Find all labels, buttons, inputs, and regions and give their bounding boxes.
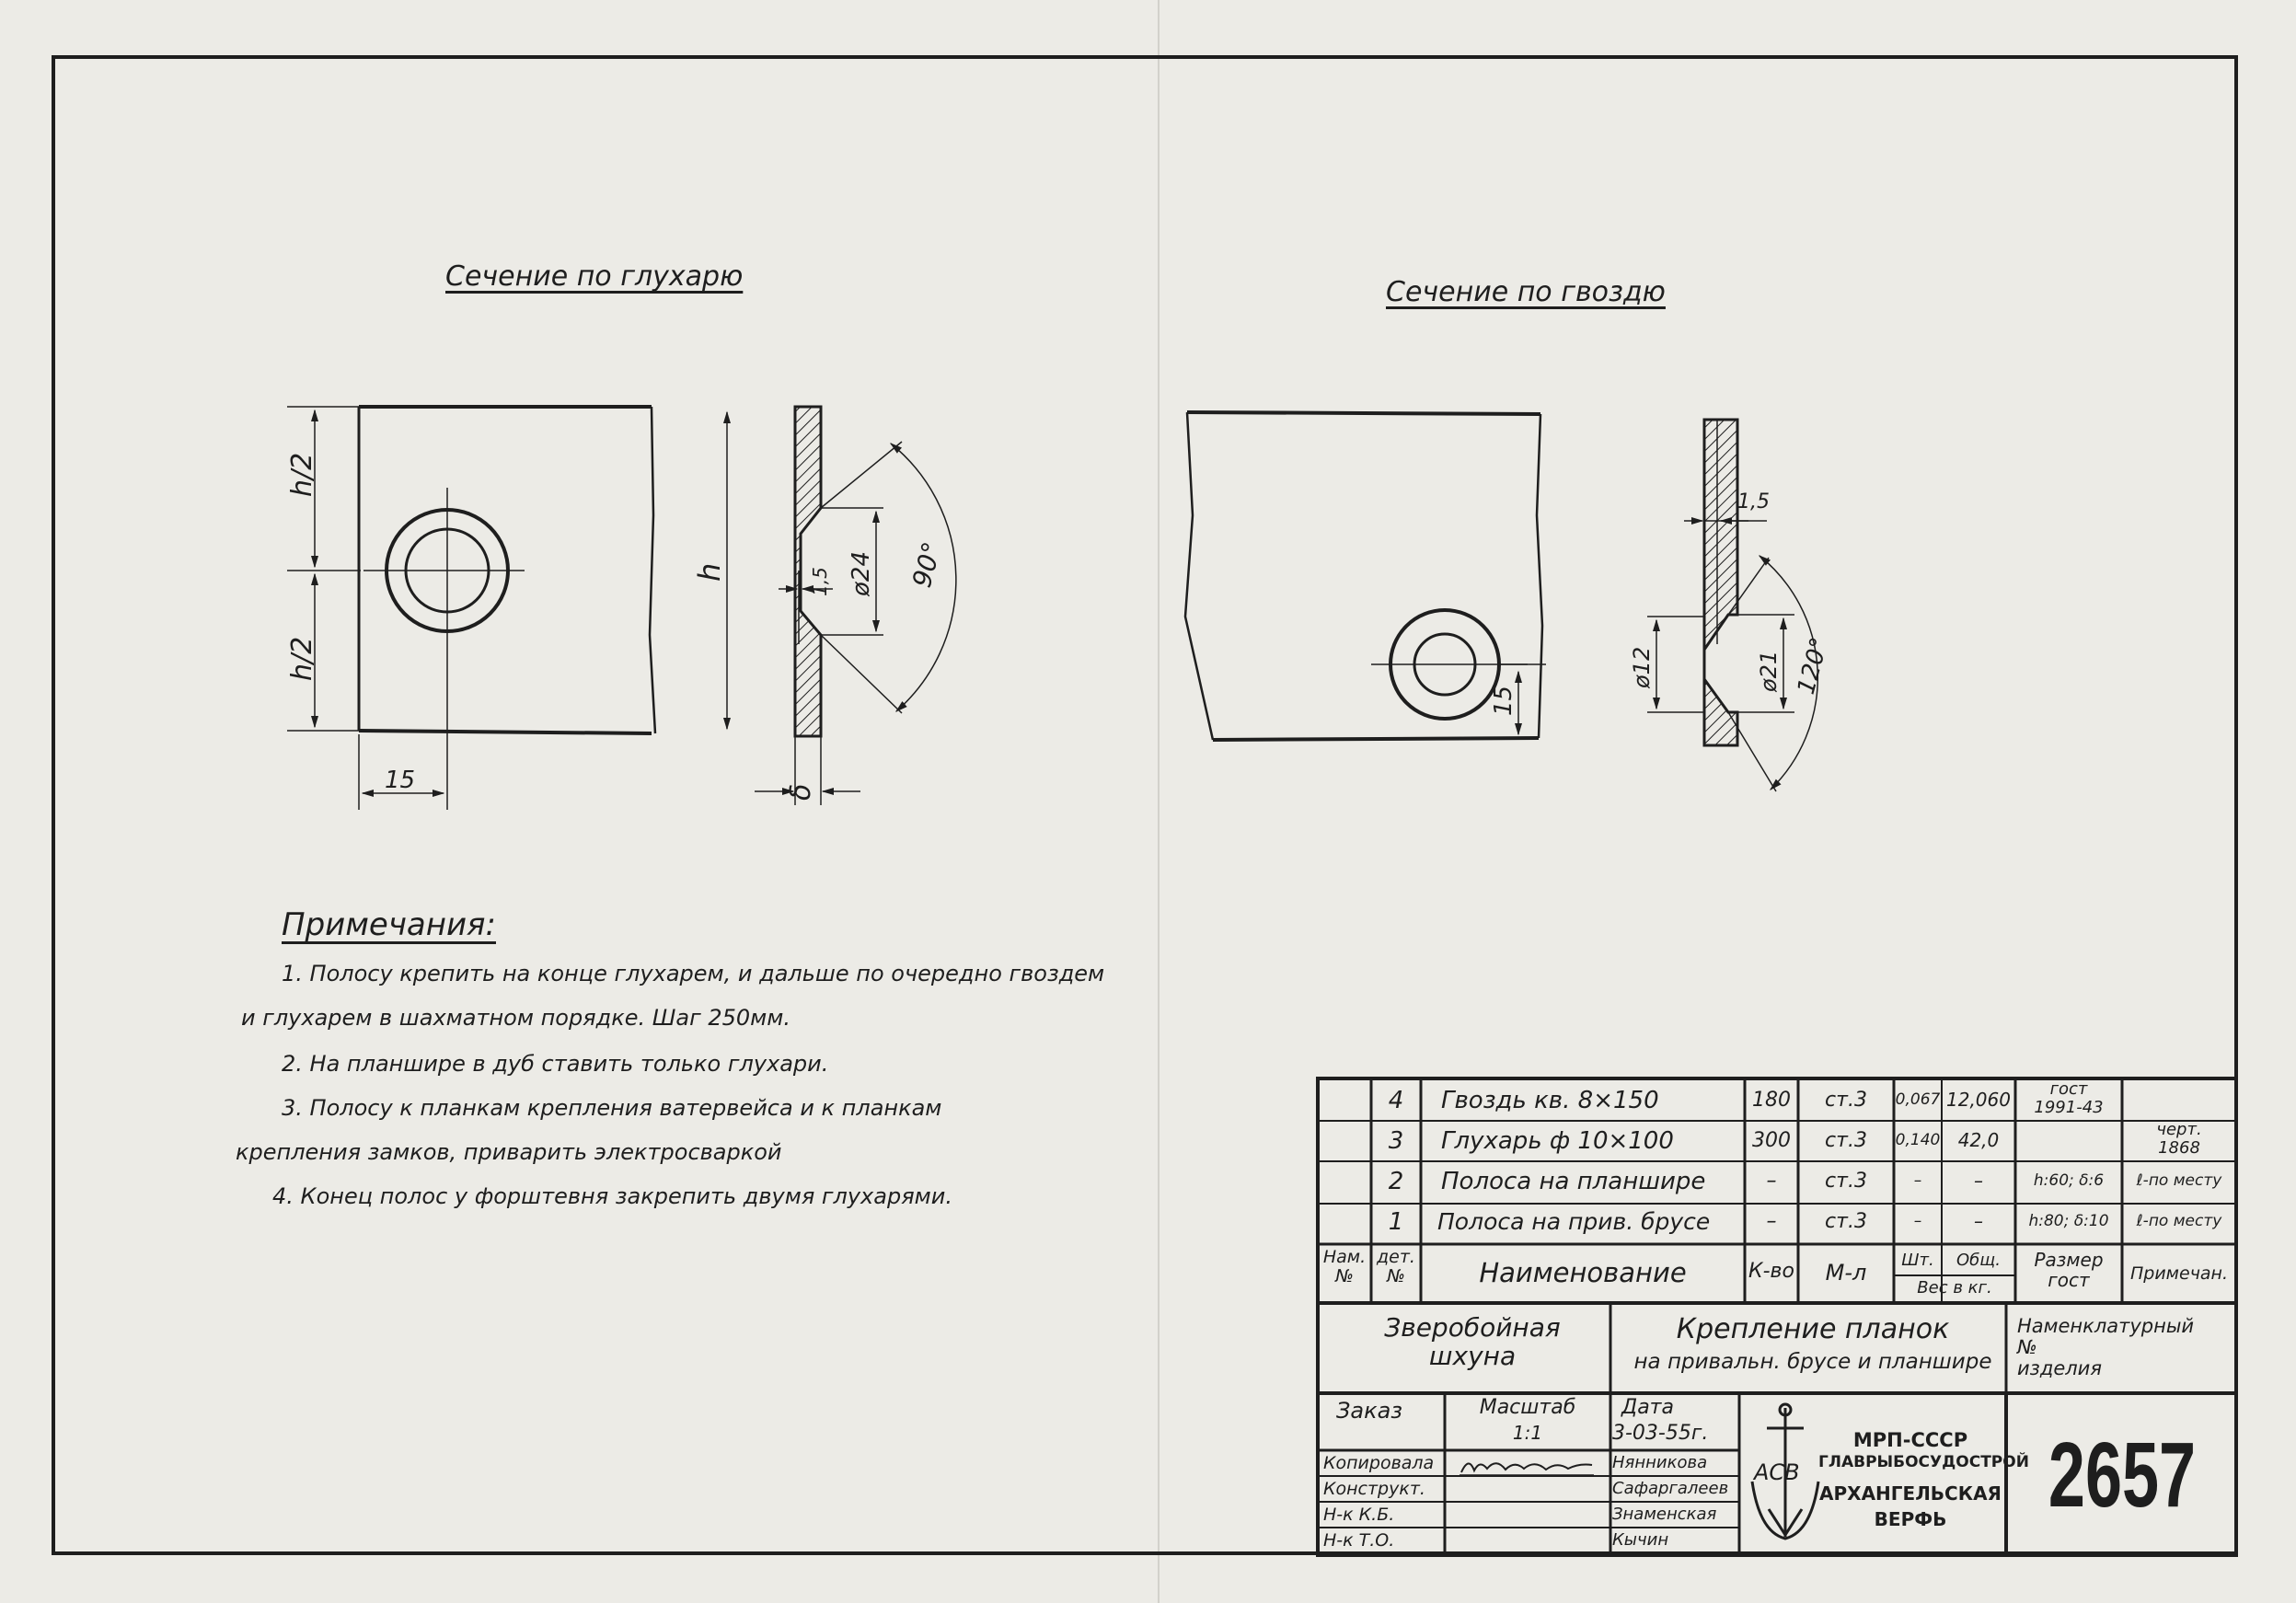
dim-1-5-left: 1,5 (809, 567, 831, 596)
signature (1456, 1452, 1603, 1480)
hdr-weight-total: Общ. (1956, 1251, 2001, 1270)
dim-h: h (692, 562, 727, 582)
row-material: ст.3 (1825, 1170, 1867, 1193)
name-designer: Сафаргалеев (1612, 1479, 1729, 1498)
name-head-kb: Знаменская (1612, 1505, 1717, 1524)
row-pos: 4 (1388, 1087, 1404, 1114)
hdr-qty: К-во (1748, 1260, 1794, 1283)
row-weight-total: – (1974, 1170, 1983, 1192)
row-size: h:60; δ:6 (2033, 1171, 2105, 1190)
dim-h-half-bottom: h/2 (286, 636, 318, 681)
row-note: ℓ-по месту (2136, 1171, 2222, 1190)
section-title-lag-screw: Сечение по глухарю (445, 260, 744, 293)
dim-1-5-right: 1,5 (1737, 490, 1770, 513)
role-head-to: Н-к Т.О. (1323, 1530, 1395, 1551)
vessel-name: Зверобойная шхуна (1384, 1312, 1561, 1371)
hdr-weight: Вес в кг. (1917, 1278, 1992, 1297)
hdr-size: Размер гост (2034, 1249, 2104, 1291)
dim-15-right: 15 (1490, 685, 1517, 716)
row-weight-unit: – (1913, 1171, 1922, 1190)
dim-90deg: 90° (906, 538, 948, 591)
row-size: гост 1991-43 (2034, 1079, 2104, 1117)
row-name: Глухарь ф 10×100 (1441, 1127, 1674, 1155)
note-line: 3. Полосу к планкам крепления ватервейса и к планкам (282, 1095, 942, 1121)
nail-section (1185, 412, 1817, 791)
role-head-kb: Н-к К.Б. (1323, 1505, 1395, 1525)
section-title-nail: Сечение по гвоздю (1386, 276, 1666, 308)
note-line: крепления замков, приварить электросваркой (236, 1139, 782, 1165)
note-line: 4. Конец полос у форштевня закрепить двумя глухарями. (272, 1183, 952, 1209)
row-pos: 1 (1388, 1208, 1404, 1236)
drawing-number: 2657 (2048, 1424, 2197, 1527)
hdr-det-no: дет. № (1377, 1247, 1415, 1286)
hdr-weight-unit: Шт. (1901, 1251, 1934, 1270)
row-name: Полоса на планшире (1441, 1168, 1706, 1195)
order-label: Заказ (1336, 1398, 1403, 1424)
drawing-subtitle: на привальн. брусе и планшире (1633, 1350, 1992, 1374)
logo-letters: АСВ (1754, 1459, 1800, 1485)
dim-15-left: 15 (385, 767, 416, 794)
row-weight-total: – (1974, 1210, 1983, 1232)
dim-h-half-top: h/2 (286, 452, 318, 497)
date-label: Дата (1621, 1396, 1674, 1419)
note-line: и глухарем в шахматном порядке. Шаг 250мм. (241, 1005, 790, 1031)
row-name: Гвоздь кв. 8×150 (1441, 1087, 1659, 1114)
dim-d24: ø24 (848, 551, 875, 596)
row-weight-unit: 0,067 (1895, 1090, 1941, 1109)
dim-120deg: 120° (1792, 634, 1834, 698)
dim-d12: ø12 (1629, 646, 1655, 688)
row-name: Полоса на прив. брусе (1437, 1208, 1711, 1235)
row-material: ст.3 (1825, 1129, 1867, 1152)
hdr-note: Примечан. (2129, 1263, 2229, 1284)
row-note: черт. 1868 (2156, 1120, 2202, 1158)
row-qty: 300 (1752, 1129, 1791, 1152)
notes-title: Примечания: (282, 906, 496, 943)
hdr-name: Наименование (1479, 1257, 1687, 1288)
dim-d21: ø21 (1756, 650, 1782, 692)
hdr-nam-no: Нам. № (1322, 1247, 1367, 1286)
nomenclature-label: Наменклатурный № изделия (2017, 1315, 2195, 1380)
role-designer: Конструкт. (1323, 1479, 1425, 1499)
row-weight-total: 12,060 (1946, 1089, 2011, 1111)
role-copied: Копировала (1323, 1453, 1435, 1473)
row-qty: 180 (1752, 1089, 1791, 1112)
lag-screw-section (287, 407, 956, 810)
row-weight-total: 42,0 (1957, 1129, 2000, 1151)
org-ministry: МРП-СССР (1852, 1429, 1968, 1451)
drawing-title: Крепление планок (1676, 1313, 1950, 1345)
date-value: 3-03-55г. (1612, 1422, 1709, 1445)
scale-label: Масштаб (1479, 1396, 1576, 1419)
row-pos: 3 (1388, 1127, 1404, 1155)
scale-value: 1:1 (1512, 1422, 1543, 1444)
row-material: ст.3 (1825, 1089, 1867, 1112)
org-shipyard: АРХАНГЕЛЬСКАЯ (1819, 1482, 2002, 1505)
row-note: ℓ-по месту (2136, 1212, 2222, 1230)
org-department: ГЛАВРЫБОСУДОСТРОЙ (1818, 1453, 2029, 1471)
org-shipyard-2: ВЕРФЬ (1874, 1508, 1947, 1530)
row-pos: 2 (1388, 1168, 1404, 1195)
row-material: ст.3 (1825, 1210, 1867, 1233)
row-qty: – (1766, 1170, 1777, 1193)
row-weight-unit: 0,140 (1895, 1131, 1941, 1149)
dim-delta: δ (785, 783, 817, 801)
row-weight-unit: – (1913, 1212, 1922, 1230)
note-line: 2. На планшире в дуб ставить только глухари. (282, 1051, 829, 1077)
note-line: 1. Полосу крепить на конце глухарем, и дальше по очередно гвоздем (282, 961, 1105, 986)
row-qty: – (1766, 1210, 1777, 1233)
name-head-to: Кычин (1612, 1530, 1669, 1550)
hdr-material: М-л (1825, 1260, 1867, 1286)
name-copied: Нянникова (1612, 1453, 1708, 1472)
row-size: h:80; δ:10 (2028, 1212, 2109, 1230)
